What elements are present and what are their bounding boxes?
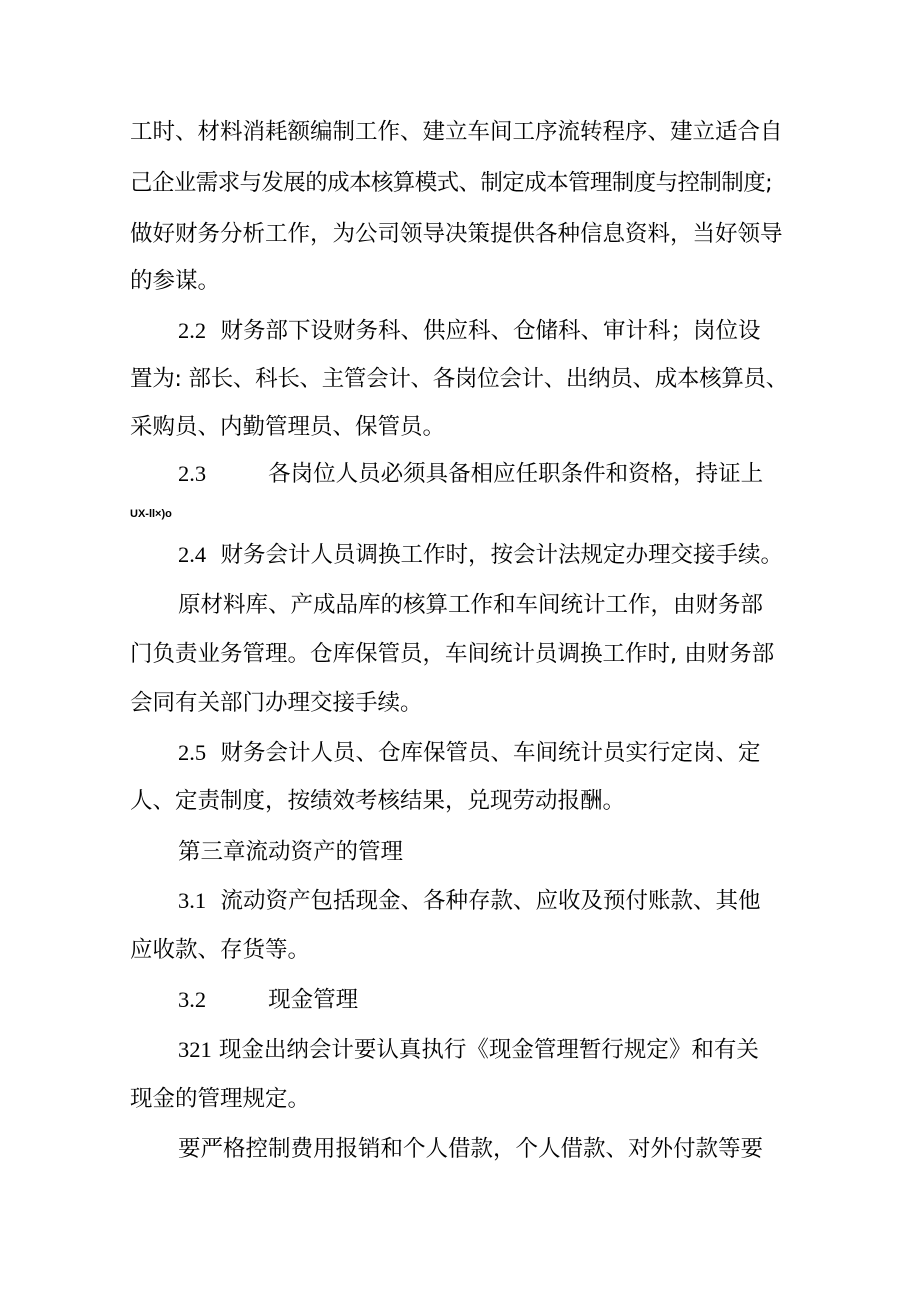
text-line: 工时、材料消耗额编制工作、建立车间工序流转程序、建立适合自	[130, 119, 783, 145]
text-line: 现金的管理规定。	[130, 1086, 311, 1112]
text-line: 的参谋。	[130, 268, 221, 294]
paragraph-3-2-1	[178, 1035, 759, 1065]
text-line: 做好财务分析工作，为公司领导决策提供各种信息资料，当好领导	[130, 221, 783, 247]
text-line: 人、定责制度，按绩效考核结果，兑现劳动报酬。	[130, 788, 626, 814]
text-line: 现金管理	[268, 987, 359, 1013]
text-line: 财务会计人员调换工作时，按会计法规定办理交接手续。	[220, 542, 783, 568]
section-number: 2.5	[178, 740, 207, 765]
chapter-heading: 第三章流动资产的管理	[178, 839, 404, 865]
text-line: 流动资产包括现金、各种存款、应收及预付账款、其他	[220, 888, 761, 914]
paragraph-3-1	[178, 886, 760, 916]
text-line: 门负责业务管理。仓库保管员，车间统计员调换工作时, 由财务部	[130, 641, 775, 667]
text-line: 置为: 部长、科长、主管会计、各岗位会计、出纳员、成本核算员、	[130, 366, 788, 392]
section-number: 321	[178, 1037, 212, 1062]
text-line: 己企业需求与发展的成本核算模式、制定成本管理制度与控制制度;	[130, 170, 773, 196]
paragraph-2-4	[178, 540, 783, 570]
text-line: 原材料库、产成品库的核算工作和车间统计工作，由财务部	[178, 592, 764, 618]
paragraph-2-5	[178, 738, 760, 768]
paragraph-2-3	[178, 459, 763, 489]
text-line: 应收款、存货等。	[130, 937, 311, 963]
paragraph-3-2	[178, 985, 358, 1015]
text-line: 会同有关部门办理交接手续。	[130, 690, 423, 716]
text-line: 财务部下设财务科、供应科、仓储科、审计科；岗位设	[220, 318, 761, 344]
section-number: 3.1	[178, 888, 207, 913]
section-number: 2.3	[178, 461, 207, 486]
text-line: 财务会计人员、仓库保管员、车间统计员实行定岗、定	[220, 740, 761, 766]
section-number: 2.2	[178, 318, 207, 343]
text-line: 要严格控制费用报销和个人借款，个人借款、对外付款等要	[178, 1136, 764, 1162]
text-line: 现金出纳会计要认真执行《现金管理暂行规定》和有关	[218, 1037, 759, 1063]
paragraph-2-2	[178, 316, 760, 346]
text-line: 各岗位人员必须具备相应任职条件和资格，持证上	[268, 461, 764, 487]
section-number: 2.4	[178, 542, 207, 567]
text-line: 采购员、内勤管理员、保管员。	[130, 414, 446, 440]
section-number: 3.2	[178, 987, 207, 1012]
garbled-text: UX-ll×)o	[130, 508, 172, 520]
